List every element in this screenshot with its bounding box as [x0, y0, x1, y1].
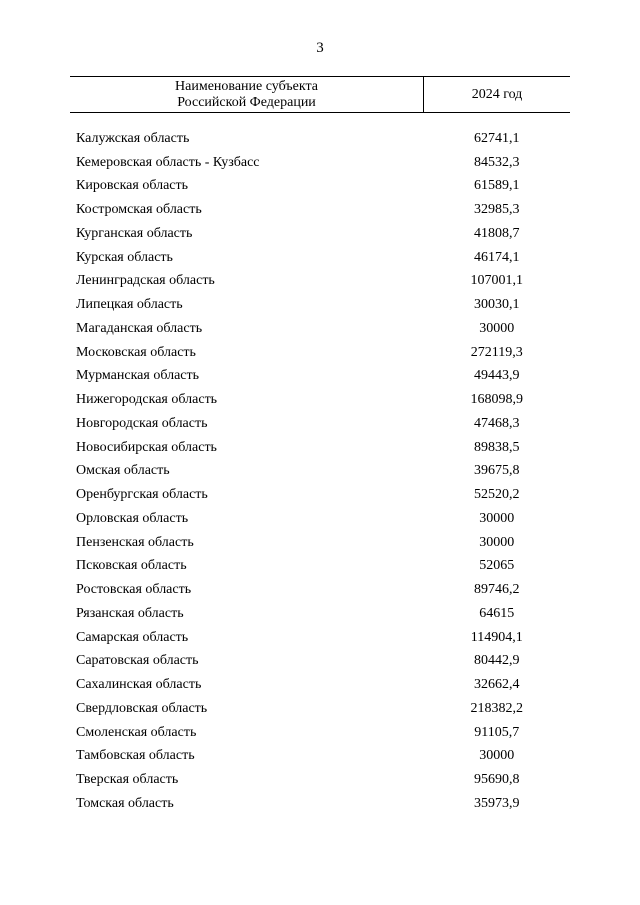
amount-2024-cell: 39675,8 — [474, 463, 520, 479]
amount-2024-cell: 89746,2 — [474, 582, 520, 598]
amount-2024-cell: 61589,1 — [474, 178, 520, 194]
table-row — [70, 388, 570, 412]
amount-2024-cell: 46174,1 — [474, 249, 520, 265]
subject-name-cell: Костромская область — [76, 202, 202, 218]
subject-name-cell: Ростовская область — [76, 582, 192, 598]
subject-name-cell: Калужская область — [76, 130, 190, 146]
table-row — [70, 198, 570, 222]
amount-2024-cell: 95690,8 — [474, 772, 520, 788]
table-row — [70, 626, 570, 650]
subject-name-cell: Саратовская область — [76, 653, 199, 669]
subject-name-cell: Сахалинская область — [76, 677, 202, 693]
table-row — [70, 697, 570, 721]
subject-name-cell: Псковская область — [76, 558, 187, 574]
subject-name-cell: Ленинградская область — [76, 273, 215, 289]
subject-name-cell: Московская область — [76, 344, 196, 360]
amount-2024-cell: 218382,2 — [470, 700, 523, 716]
amount-2024-cell: 80442,9 — [474, 653, 520, 669]
table-row — [70, 650, 570, 674]
subject-name-cell: Кемеровская область - Кузбасс — [76, 154, 260, 170]
table-row — [70, 745, 570, 769]
column-header-subject-line2: Российской Федерации — [177, 94, 316, 110]
subject-name-cell: Новгородская область — [76, 415, 208, 431]
amount-2024-cell: 32985,3 — [474, 202, 520, 218]
amount-2024-cell: 35973,9 — [474, 795, 520, 811]
amount-2024-cell: 91105,7 — [474, 724, 520, 740]
table-row — [70, 293, 570, 317]
amount-2024-cell: 30030,1 — [474, 297, 520, 313]
subject-name-cell: Магаданская область — [76, 320, 203, 336]
amount-2024-cell: 64615 — [479, 605, 515, 621]
subject-name-cell: Орловская область — [76, 510, 189, 526]
amount-2024-cell: 272119,3 — [470, 344, 523, 360]
amount-2024-cell: 52520,2 — [474, 487, 520, 503]
table-row — [70, 365, 570, 389]
subject-name-cell: Тамбовская область — [76, 748, 195, 764]
table-row — [70, 460, 570, 484]
subject-name-cell: Мурманская область — [76, 368, 200, 384]
subject-name-cell: Свердловская область — [76, 700, 208, 716]
table-row — [70, 270, 570, 294]
amount-2024-cell: 84532,3 — [474, 154, 520, 170]
amount-2024-cell: 30000 — [479, 510, 515, 526]
table-row — [70, 246, 570, 270]
table-row — [70, 602, 570, 626]
subject-name-cell: Омская область — [76, 463, 170, 479]
amount-2024-cell: 114904,1 — [470, 629, 523, 645]
subject-name-cell: Курганская область — [76, 225, 193, 241]
table-row — [70, 531, 570, 555]
column-header-year: 2024 год — [424, 77, 571, 113]
subject-name-cell: Томская область — [76, 795, 174, 811]
subject-name-cell: Липецкая область — [76, 297, 183, 313]
subject-name-cell: Курская область — [76, 249, 173, 265]
subject-name-cell: Смоленская область — [76, 724, 197, 740]
table-row — [70, 175, 570, 199]
table-row — [70, 127, 570, 151]
table-header-row — [70, 77, 570, 113]
amount-2024-cell: 47468,3 — [474, 415, 520, 431]
subject-name-cell: Пензенская область — [76, 534, 194, 550]
table-body — [70, 113, 570, 816]
table-spacer-row — [70, 113, 570, 128]
subject-name-cell: Оренбургская область — [76, 487, 208, 503]
table-row — [70, 792, 570, 816]
subject-name-cell: Новосибирская область — [76, 439, 217, 455]
subject-name-cell: Тверская область — [76, 772, 179, 788]
subject-name-cell: Рязанская область — [76, 605, 184, 621]
amount-2024-cell: 52065 — [479, 558, 515, 574]
amount-2024-cell: 49443,9 — [474, 368, 520, 384]
table-row — [70, 578, 570, 602]
table-row — [70, 483, 570, 507]
subject-name-cell: Нижегородская область — [76, 392, 218, 408]
amount-2024-cell: 30000 — [479, 534, 515, 550]
column-header-subject-line1: Наименование субъекта — [175, 78, 318, 94]
table-row — [70, 222, 570, 246]
amount-2024-cell: 107001,1 — [470, 273, 523, 289]
amount-2024-cell: 41808,7 — [474, 225, 520, 241]
amount-2024-cell: 32662,4 — [474, 677, 520, 693]
table-row — [70, 317, 570, 341]
table-row — [70, 151, 570, 175]
table-row — [70, 555, 570, 579]
amount-2024-cell: 62741,1 — [474, 130, 520, 146]
amount-2024-cell: 89838,5 — [474, 439, 520, 455]
amount-2024-cell: 30000 — [479, 320, 515, 336]
amount-2024-cell: 30000 — [479, 748, 515, 764]
table-row — [70, 721, 570, 745]
table-row — [70, 341, 570, 365]
table-row — [70, 507, 570, 531]
amount-2024-cell: 168098,9 — [470, 392, 523, 408]
subjects-table — [70, 76, 570, 816]
column-header-subject — [70, 77, 424, 113]
table-row — [70, 436, 570, 460]
table-row — [70, 412, 570, 436]
subject-name-cell: Кировская область — [76, 178, 189, 194]
page-number: 3 — [316, 40, 324, 56]
table-row — [70, 768, 570, 792]
table-row — [70, 673, 570, 697]
subject-name-cell: Самарская область — [76, 629, 189, 645]
